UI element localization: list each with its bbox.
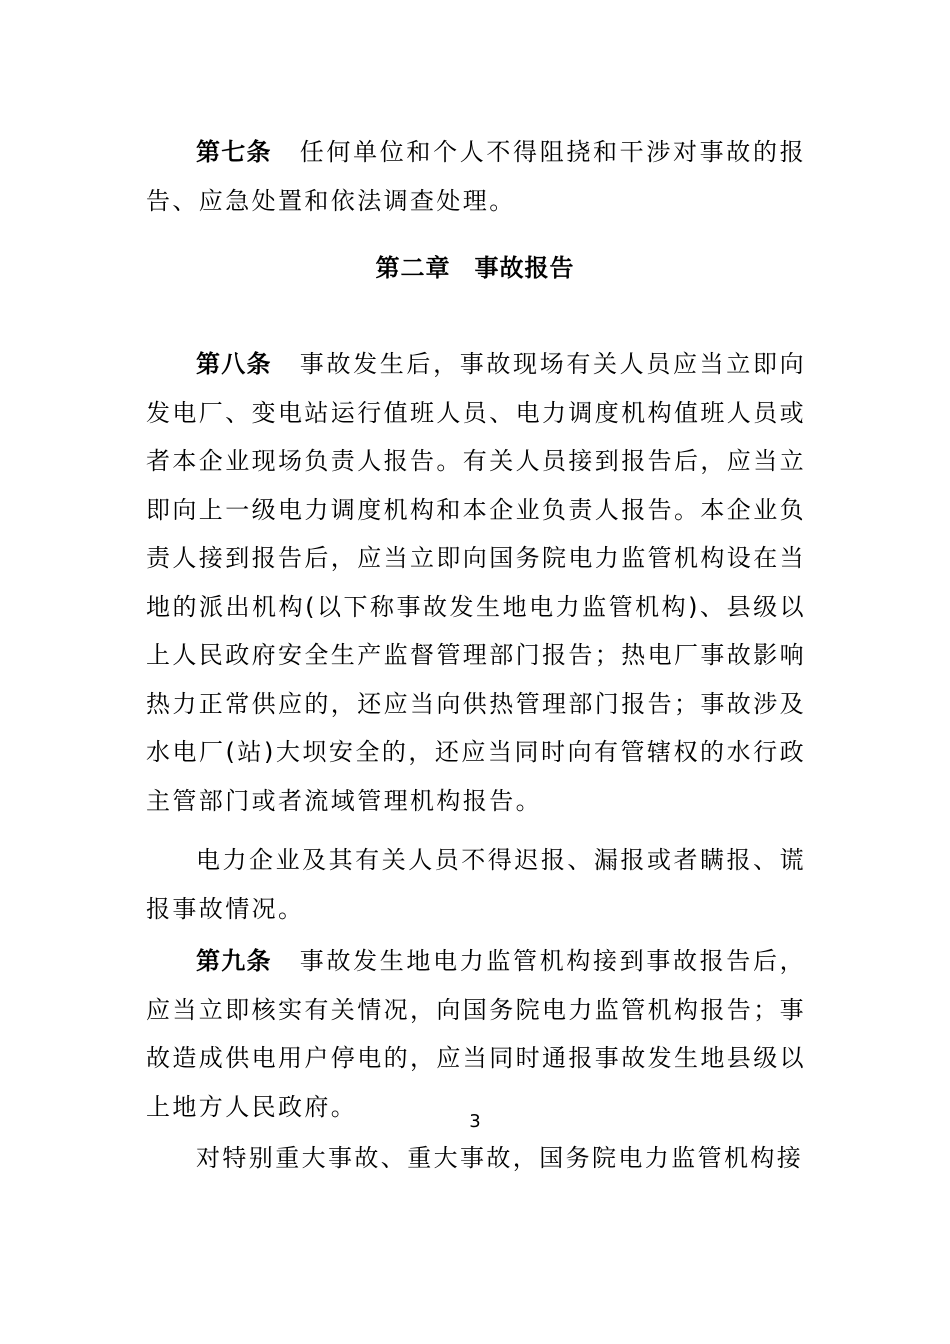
article-8-paragraph-2: 电力企业及其有关人员不得迟报、漏报或者瞒报、谎报事故情况。 xyxy=(146,846,806,923)
article-9-paragraph-2: 对特别重大事故、重大事故，国务院电力监管机构接 xyxy=(196,1144,804,1172)
article-8-paragraph xyxy=(146,340,806,825)
article-8-label: 第八条 xyxy=(196,350,272,378)
chapter-heading xyxy=(0,248,950,288)
article-8-text: 事故发生后，事故现场有关人员应当立即向发电厂、变电站运行值班人员、电力调度机构值班人员或者本企业现场负责人报告。有关人员接到报告后，应当立即向上一级电力调度机构和本企业负责人报告。本企业负责人接到报告后，应当立即向国务院电力监管机构设在当地的派出机构(以下称事故发生地电力监管机构)、县级以上人民政府安全生产监督管理部门报告；热电厂事故影响热力正常供应的，还应当向供热管理部门报告；事故涉及水电厂(站)大坝安全的，还应当同时向有管辖权的水行政主管部门或者流域管理机构报告。 xyxy=(146,350,807,815)
article-7-paragraph xyxy=(146,128,806,225)
chapter-title: 事故报告 xyxy=(474,254,575,282)
article-9-text: 事故发生地电力监管机构接到事故报告后，应当立即核实有关情况，向国务院电力监管机构报告；事故造成供电用户停电的，应当同时通报事故发生地县级以上地方人民政府。 xyxy=(146,947,807,1121)
article-9-paragraph xyxy=(146,937,806,1131)
article-7-label: 第七条 xyxy=(196,138,272,166)
page-number: 3 xyxy=(469,1111,481,1132)
article-7-text: 任何单位和个人不得阻挠和干涉对事故的报告、应急处置和依法调查处理。 xyxy=(146,138,807,215)
article-9-label: 第九条 xyxy=(196,947,272,975)
chapter-number: 第二章 xyxy=(375,254,451,282)
